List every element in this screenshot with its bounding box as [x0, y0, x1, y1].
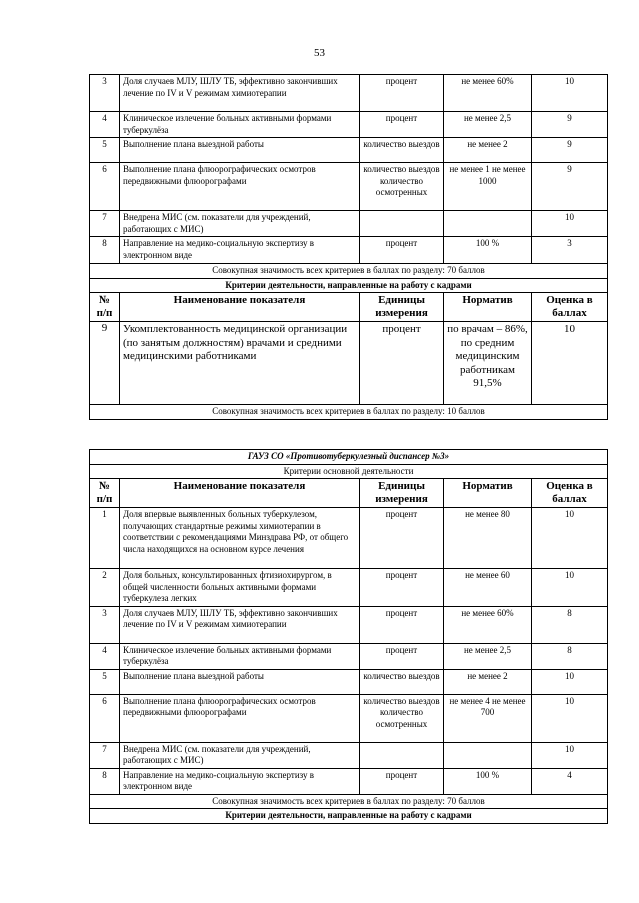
- indicator-name: Внедрена МИС (см. показатели для учреждений, работающих с МИС): [120, 211, 360, 237]
- table-row: [90, 643, 608, 669]
- column-header-unit: Единицы измерения: [360, 293, 444, 322]
- institution-title: ГАУЗ СО «Противотуберкулезный диспансер №3»: [90, 450, 608, 465]
- score: 10: [532, 508, 608, 569]
- unit: процент: [360, 643, 444, 669]
- table-row: [90, 606, 608, 643]
- score: 10: [532, 742, 608, 768]
- norm: 100 %: [444, 768, 532, 794]
- section-title: Критерии основной деятельности: [90, 464, 608, 479]
- row-number: 9: [90, 322, 120, 405]
- score: 10: [532, 75, 608, 112]
- score: 9: [532, 112, 608, 138]
- unit: процент: [360, 508, 444, 569]
- norm: не менее 2,5: [444, 112, 532, 138]
- score: 10: [532, 569, 608, 607]
- norm: 100 %: [444, 237, 532, 264]
- section-header-row: [90, 809, 608, 824]
- section-header-row: [90, 464, 608, 479]
- row-number: 6: [90, 163, 120, 211]
- row-number: 1: [90, 508, 120, 569]
- row-number: 5: [90, 138, 120, 163]
- row-number: 2: [90, 569, 120, 607]
- unit: процент: [360, 112, 444, 138]
- table-row: [90, 322, 608, 405]
- row-number: 5: [90, 669, 120, 694]
- score: 8: [532, 606, 608, 643]
- unit: [360, 742, 444, 768]
- score: 10: [532, 669, 608, 694]
- section-header-row: [90, 278, 608, 293]
- indicator-name: Выполнение плана флюорографических осмотров передвижными флюорографами: [120, 694, 360, 742]
- section-title: Критерии деятельности, направленные на работу с кадрами: [90, 809, 608, 824]
- table-row: [90, 742, 608, 768]
- indicator-name: Клиническое излечение больных активными формами туберкулёза: [120, 643, 360, 669]
- table-row: [90, 694, 608, 742]
- norm: не менее 60: [444, 569, 532, 607]
- indicator-name: Внедрена МИС (см. показатели для учреждений, работающих с МИС): [120, 742, 360, 768]
- score: 4: [532, 768, 608, 794]
- row-number: 7: [90, 211, 120, 237]
- norm: [444, 211, 532, 237]
- section-total-row: [90, 405, 608, 420]
- table-row: [90, 138, 608, 163]
- norm: не менее 4 не менее 700: [444, 694, 532, 742]
- criteria-table-dispensary-3: [89, 449, 608, 824]
- indicator-name: Доля случаев МЛУ, ШЛУ ТБ, эффективно закончивших лечение по IV и V режимам химиотерапии: [120, 75, 360, 112]
- unit: процент: [360, 569, 444, 607]
- norm: не менее 80: [444, 508, 532, 569]
- table-row: [90, 569, 608, 607]
- criteria-table-continued: [89, 74, 608, 420]
- score: 9: [532, 163, 608, 211]
- norm: не менее 2: [444, 669, 532, 694]
- indicator-name: Доля больных, консультированных фтизиохирургом, в общей численности больных активными формами туберкулеза легких: [120, 569, 360, 607]
- table-row: [90, 669, 608, 694]
- section-total: Совокупная значимость всех критериев в баллах по разделу: 10 баллов: [90, 405, 608, 420]
- unit: [360, 211, 444, 237]
- table-row: [90, 237, 608, 264]
- norm: не менее 60%: [444, 606, 532, 643]
- score: 9: [532, 138, 608, 163]
- norm: не менее 60%: [444, 75, 532, 112]
- indicator-name: Направление на медико-социальную экспертизу в электронном виде: [120, 768, 360, 794]
- row-number: 4: [90, 112, 120, 138]
- indicator-name: Доля случаев МЛУ, ШЛУ ТБ, эффективно закончивших лечение по IV и V режимам химиотерапии: [120, 606, 360, 643]
- column-header-score: Оценка в баллах: [532, 293, 608, 322]
- column-header-score: Оценка в баллах: [532, 479, 608, 508]
- norm: [444, 742, 532, 768]
- indicator-name: Укомплектованность медицинской организации (по занятым должностям) врачами и средними медицинскими работниками: [120, 322, 360, 405]
- score: 3: [532, 237, 608, 264]
- row-number: 8: [90, 768, 120, 794]
- indicator-name: Клиническое излечение больных активными формами туберкулёза: [120, 112, 360, 138]
- row-number: 6: [90, 694, 120, 742]
- indicator-name: Направление на медико-социальную экспертизу в электронном виде: [120, 237, 360, 264]
- column-header-row: [90, 479, 608, 508]
- unit: процент: [360, 75, 444, 112]
- norm: не менее 2,5: [444, 643, 532, 669]
- unit: процент: [360, 768, 444, 794]
- indicator-name: Доля впервые выявленных больных туберкулезом, получающих стандартные режимы химиотерапии в соответствии с рекомендациями Минздрава РФ, от общего числа находящихся на основном курсе лечения: [120, 508, 360, 569]
- table-row: [90, 163, 608, 211]
- unit: процент: [360, 322, 444, 405]
- unit: процент: [360, 606, 444, 643]
- indicator-name: Выполнение плана выездной работы: [120, 138, 360, 163]
- column-header-num: № п/п: [90, 293, 120, 322]
- row-number: 3: [90, 606, 120, 643]
- norm: по врачам – 86%, по средним медицинским работникам 91,5%: [444, 322, 532, 405]
- indicator-name: Выполнение плана выездной работы: [120, 669, 360, 694]
- indicator-name: Выполнение плана флюорографических осмотров передвижными флюорографами: [120, 163, 360, 211]
- unit: количество выездов: [360, 669, 444, 694]
- table-row: [90, 75, 608, 112]
- table-row: [90, 211, 608, 237]
- column-header-norm: Норматив: [444, 293, 532, 322]
- row-number: 7: [90, 742, 120, 768]
- section-title: Критерии деятельности, направленные на работу с кадрами: [90, 278, 608, 293]
- norm: не менее 2: [444, 138, 532, 163]
- column-header-norm: Норматив: [444, 479, 532, 508]
- section-total: Совокупная значимость всех критериев в баллах по разделу: 70 баллов: [90, 794, 608, 809]
- institution-title-row: [90, 450, 608, 465]
- column-header-indicator: Наименование показателя: [120, 293, 360, 322]
- page-number: 53: [314, 47, 325, 59]
- column-header-row: [90, 293, 608, 322]
- score: 10: [532, 211, 608, 237]
- table-row: [90, 508, 608, 569]
- score: 10: [532, 322, 608, 405]
- unit: количество выездов: [360, 138, 444, 163]
- unit: количество выездов количество осмотренных: [360, 163, 444, 211]
- row-number: 3: [90, 75, 120, 112]
- section-total: Совокупная значимость всех критериев в баллах по разделу: 70 баллов: [90, 264, 608, 279]
- unit: количество выездов количество осмотренных: [360, 694, 444, 742]
- table-row: [90, 768, 608, 794]
- section-total-row: [90, 794, 608, 809]
- unit: процент: [360, 237, 444, 264]
- norm: не менее 1 не менее 1000: [444, 163, 532, 211]
- row-number: 4: [90, 643, 120, 669]
- row-number: 8: [90, 237, 120, 264]
- column-header-num: № п/п: [90, 479, 120, 508]
- score: 8: [532, 643, 608, 669]
- section-total-row: [90, 264, 608, 279]
- score: 10: [532, 694, 608, 742]
- column-header-unit: Единицы измерения: [360, 479, 444, 508]
- column-header-indicator: Наименование показателя: [120, 479, 360, 508]
- table-row: [90, 112, 608, 138]
